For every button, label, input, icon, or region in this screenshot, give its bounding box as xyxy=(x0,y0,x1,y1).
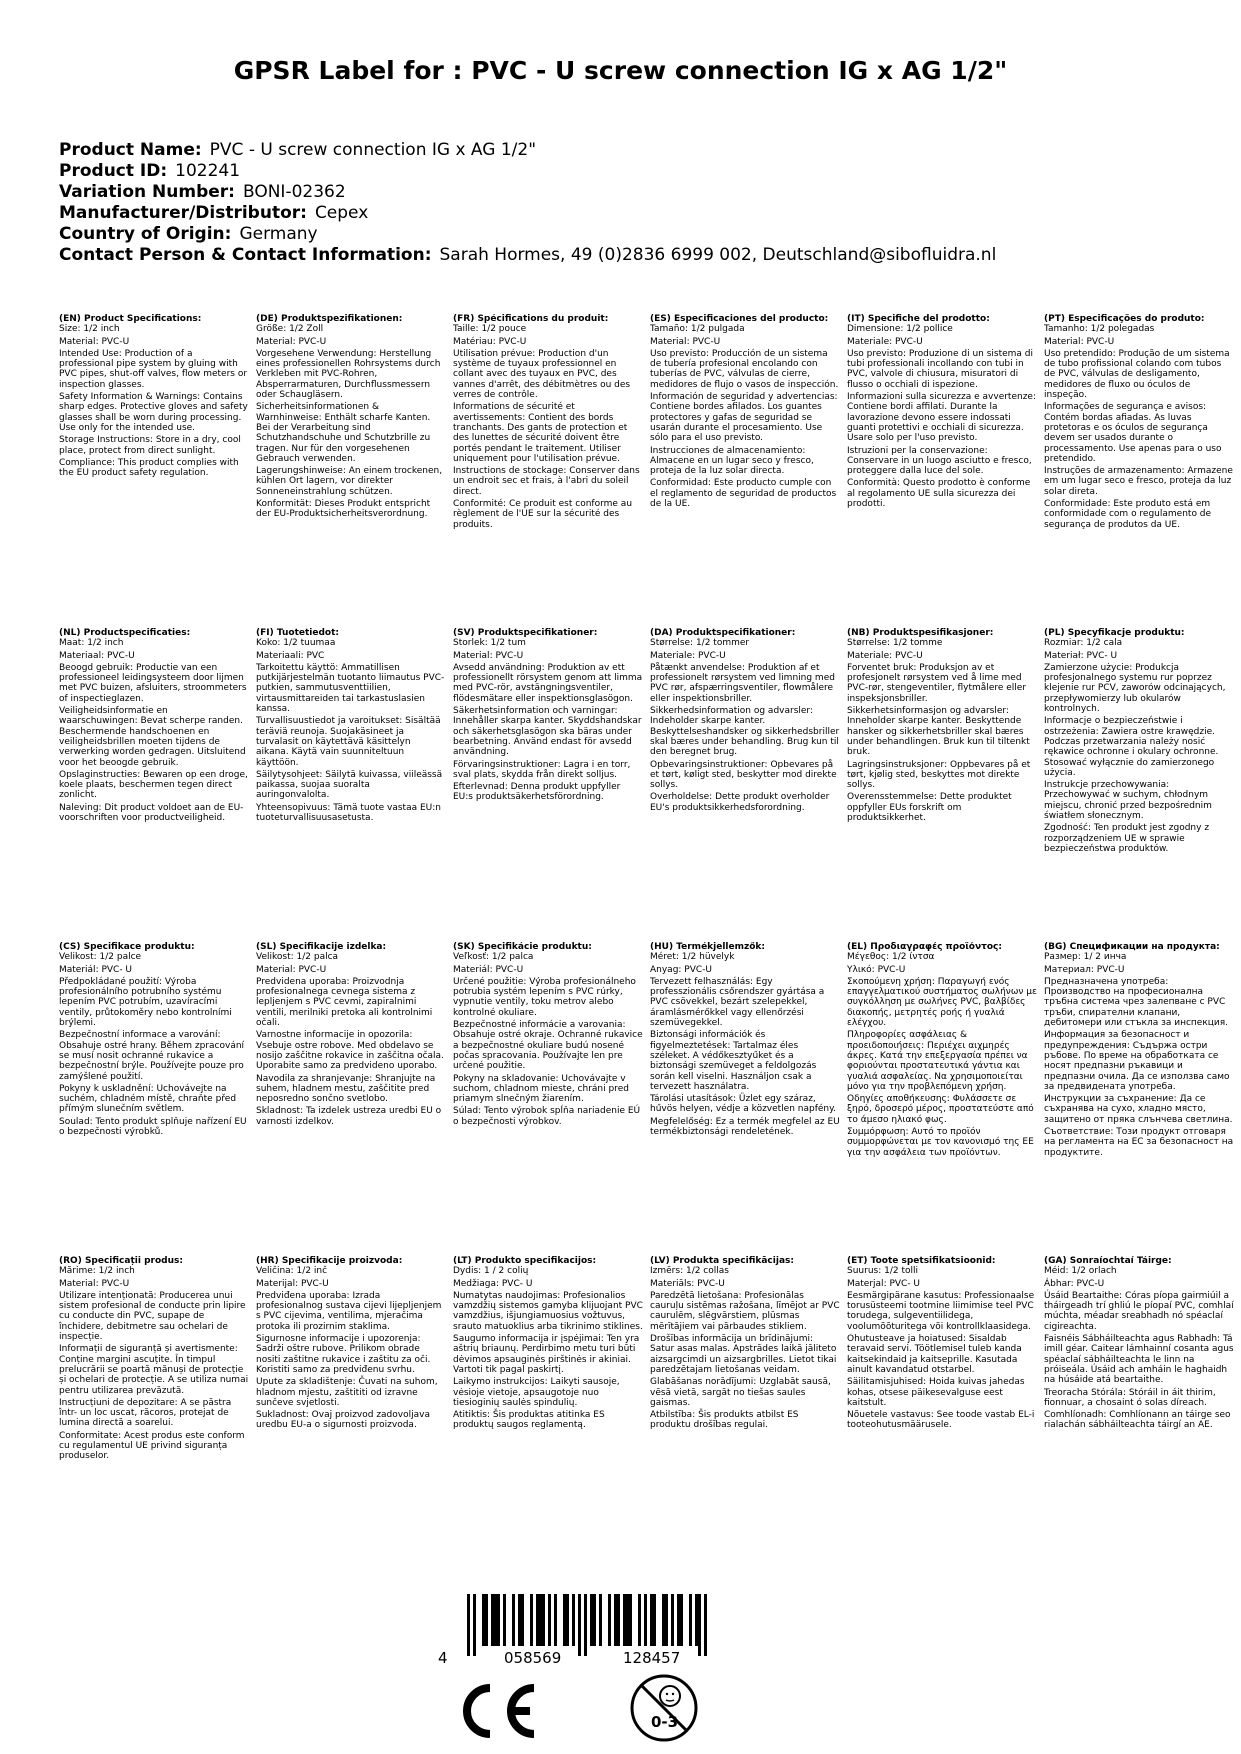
spec-paragraph: Méret: 1/2 hüvelyk xyxy=(650,952,735,963)
spec-paragraph: Informații de siguranță și avertismente: Conține margini ascuțite. În timpul prelucrării se poartă mănuși de protecție și ochelari de protecție. A se utiliza numai pentru utilizarea prevăzută. xyxy=(59,1344,249,1396)
spec-paragraph: Naleving: Dit product voldoet aan de EU-voorschriften voor productveiligheid. xyxy=(59,802,244,824)
spec-paragraph: Glabāšanas norādījumi: Uzglabāt sausā, vēsā vietā, sargāt no tiešas saules gaismas. xyxy=(650,1377,831,1408)
spec-paragraph: Conformité: Ce produit est conforme au règlement de l'UE sur la sécurité des produits. xyxy=(453,499,633,530)
spec-block xyxy=(59,942,249,1139)
spec-paragraph: Beoogd gebruik: Productie van een professioneel leidingsysteem door lijmen met PVC buizen, afsluiters, stroommeters of inspectieglazen. xyxy=(59,662,247,704)
spec-paragraph: Anyag: PVC-U xyxy=(650,964,713,975)
spec-paragraph: Materiaali: PVC xyxy=(256,650,325,661)
spec-heading: (PL) Specyfikacje produktu: xyxy=(1044,628,1185,638)
spec-paragraph: Säilytysohjeet: Säilytä kuivassa, viileässä paikassa, suojaa suoralta auringonvalolta. xyxy=(256,769,443,801)
spec-row xyxy=(59,628,1229,940)
spec-paragraph: Opbevaringsinstruktioner: Opbevares på et tørt, køligt sted, beskytter mod direkte sollys. xyxy=(650,759,837,791)
spec-paragraph: Soulad: Tento produkt splňuje nařízení EU o bezpečnosti výrobků. xyxy=(59,1116,247,1138)
barcode-bar xyxy=(497,1594,500,1646)
spec-paragraph: Laikymo instrukcijos: Laikyti sausoje, vėsioje vietoje, apsaugotoje nuo tiesioginių saulės spindulių. xyxy=(453,1377,620,1408)
spec-heading: (EL) Προδιαγραφές προϊόντος: xyxy=(847,942,1002,952)
spec-heading: (RO) Specificații produs: xyxy=(59,1256,183,1266)
barcode-bar xyxy=(494,1594,497,1646)
spec-paragraph: Tárolási utasítások: Üzlet egy száraz, hűvös helyen, védje a közvetlen napfény. xyxy=(650,1094,837,1115)
spec-paragraph: Pokyny k uskladnění: Uchovávejte na suchém, chladném místě, chraňte před přímým slunečním světlem. xyxy=(59,1083,237,1115)
spec-paragraph: Saugumo informacija ir įspėjimai: Ten yra aštrių briaunų. Perdirbimo metu turi būti dėvimos apsauginės pirštinės ir akiniai. Vartoti tik pagal paskirtį. xyxy=(453,1334,640,1375)
info-key: Variation Number: xyxy=(59,182,235,202)
spec-paragraph: Forventet bruk: Produksjon av et profesjonelt rørsystem ved å lime med PVC-rør, stengeventiler, flytmålere eller inspeksjonsbriller. xyxy=(847,662,1027,704)
spec-paragraph: Bezpečnostné informácie a varovania: Obsahuje ostré okraje. Ochranné rukavice a bezpečnostné okuliare budú nosené počas spracovania. Používajte len pre určené použitie. xyxy=(453,1020,643,1072)
spec-block xyxy=(256,1256,446,1433)
info-key: Product ID: xyxy=(59,161,168,181)
spec-paragraph: Påtænkt anvendelse: Produktion af et professionelt rørsystem ved limning med PVC rør, afspærringsventiler, flowmålere eller inspektionsbriller. xyxy=(650,662,835,704)
spec-paragraph: Instrucciones de almacenamiento: Almacene en un lugar seco y fresco, proteja de la luz solar directa. xyxy=(650,445,814,477)
info-product-id xyxy=(59,161,1199,182)
spec-paragraph: Conformidade: Este produto está em conformidade com o regulamento de segurança de produtos da UE. xyxy=(1044,499,1212,530)
spec-paragraph: Numatytas naudojimas: Profesionalios vamzdžių sistemos gamyba klijuojant PVC vamzdžius, išjungiamuosius vožtuvus, srauto matuoklius arba tikrinimo stiklines. xyxy=(453,1290,643,1332)
spec-paragraph: Instrucțiuni de depozitare: A se păstra într- un loc uscat, răcoros, protejat de lumina directă a soarelui. xyxy=(59,1397,232,1429)
spec-paragraph: Upute za skladištenje: Čuvati na suhom, hladnom mjestu, zaštititi od izravne sunčeve svjetlosti. xyxy=(256,1377,438,1408)
barcode-bar xyxy=(599,1594,602,1646)
spec-block xyxy=(59,1256,249,1464)
spec-paragraph: Informações de segurança e avisos: Contém bordas afiadas. As luvas protetoras e os óculos de segurança devem ser usados durante o processamento. Use apenas para o uso pretendido. xyxy=(1044,402,1222,464)
barcode-bar xyxy=(503,1594,506,1646)
info-country-of-origin xyxy=(59,224,1199,245)
spec-paragraph: Veľkosť: 1/2 palca xyxy=(453,952,534,963)
spec-paragraph: Turvallisuustiedot ja varoitukset: Sisältää teräviä reunoja. Suojakäsineet ja turvalasit on käytettävä käsittelyn aikana. Käytä vain suunniteltuun käyttöön. xyxy=(256,716,441,768)
spec-paragraph: Σκοπούμενη χρήση: Παραγωγή ενός επαγγελματικού συστήματος σωλήνων με συγκόλληση με σωλήνες PVC, βαλβίδες διακοπής, μετρητές ροής ή γυαλιά ελέγχου. xyxy=(847,976,1037,1029)
spec-paragraph: Materiale: PVC-U xyxy=(650,650,726,661)
spec-paragraph: Materjal: PVC- U xyxy=(847,1278,921,1289)
spec-paragraph: Materiale: PVC-U xyxy=(847,650,923,661)
barcode-bar xyxy=(578,1594,581,1656)
spec-block xyxy=(847,942,1037,1160)
spec-block xyxy=(256,942,446,1129)
barcode-bar xyxy=(704,1594,707,1656)
spec-paragraph: Sikkerhedsinformation og advarsler: Indeholder skarpe kanter. Beskyttelseshandsker og sikkerhedsbriller skal bæres under behandling. Brug kun til den beregnet brug. xyxy=(650,706,840,758)
info-key: Product Name: xyxy=(59,140,202,160)
product-info xyxy=(59,140,1199,266)
spec-paragraph: Informacje o bezpieczeństwie i ostrzeżenia: Zawiera ostre krawędzie. Podczas przetwarzania należy nosić rękawice ochronne i okulary ochronne. Stosować wyłącznie do zamierzonego użycia. xyxy=(1044,716,1219,778)
spec-paragraph: Material: PVC-U xyxy=(650,336,721,347)
spec-block xyxy=(453,1256,643,1433)
info-product-name xyxy=(59,140,1199,161)
spec-paragraph: Предназначена употреба: Производство на професионална тръбна система чрез залепване с PVC тръби, спирателни клапани, дебитомери или стъкла за инспекция. xyxy=(1044,976,1229,1029)
barcode-bar xyxy=(593,1594,596,1646)
spec-paragraph: Størrelse: 1/2 tomme xyxy=(847,638,943,649)
spec-paragraph: Instrukcje przechowywania: Przechowywać w suchym, chłodnym miejscu, chronić przed bezpośrednim światłem słonecznym. xyxy=(1044,780,1212,822)
spec-paragraph: Lagringsinstruksjoner: Oppbevares på et tørt, kjølig sted, beskyttes mot direkte sollys. xyxy=(847,759,1031,791)
spec-paragraph: Tamaño: 1/2 pulgada xyxy=(650,324,745,335)
info-variation-number xyxy=(59,182,1199,203)
info-contact xyxy=(59,245,1199,266)
barcode-bar xyxy=(572,1594,575,1646)
spec-paragraph: Размер: 1/ 2 инча xyxy=(1044,952,1127,963)
spec-paragraph: Conformidad: Este producto cumple con el reglamento de seguridad de productos de la UE. xyxy=(650,478,837,510)
barcode-bar xyxy=(539,1594,542,1646)
spec-paragraph: Navodila za shranjevanje: Shranjujte na suhem, hladnem mestu, zaščitite pred neposredno sončno svetlobo. xyxy=(256,1073,436,1105)
barcode-bar xyxy=(650,1594,653,1646)
spec-paragraph: Overholdelse: Dette produkt overholder EU's produktsikkerhedsforordning. xyxy=(650,792,830,813)
barcode-bar xyxy=(521,1594,524,1646)
spec-row xyxy=(59,1256,1234,1568)
info-value: Sarah Hormes, 49 (0)2836 6999 002, Deutschland@sibofluidra.nl xyxy=(439,245,997,265)
spec-grid xyxy=(59,314,1234,1568)
barcode xyxy=(438,1594,738,1670)
barcode-bar xyxy=(608,1594,611,1646)
spec-heading: (ET) Toote spetsifikatsioonid: xyxy=(847,1256,996,1266)
barcode-bar xyxy=(584,1594,587,1656)
spec-block xyxy=(59,314,249,480)
barcode-bar xyxy=(473,1594,476,1656)
barcode-bar xyxy=(491,1594,494,1646)
spec-paragraph: Eesmärgipärane kasutus: Professionaalse torusüsteemi tootmine liimimise teel PVC torudega, sulgeventiilidega, voolumõõturitega või kontrollklaasidega. xyxy=(847,1290,1035,1332)
spec-paragraph: Material: PVC-U xyxy=(256,964,327,975)
spec-paragraph: Efterlevnad: Denna produkt uppfyller EU:s produktsäkerhetsförordning. xyxy=(453,782,621,803)
spec-heading: (ES) Especificaciones del producto: xyxy=(650,314,829,324)
spec-paragraph: Úsáid Beartaithe: Córas píopa gairmiúil a tháirgeadh trí ghliú le píopaí PVC, comhlaí múchta, méadar sreabhadh nó spéaclaí cigireachta. xyxy=(1044,1290,1234,1332)
barcode-bar xyxy=(653,1594,656,1646)
spec-paragraph: Material: PVC-U xyxy=(59,1278,130,1289)
barcode-bar xyxy=(467,1594,470,1656)
barcode-bar xyxy=(671,1594,674,1646)
spec-paragraph: Säkerhetsinformation och varningar: Innehåller skarpa kanter. Skyddshandskar och säkerhetsglasögon ska bäras under bearbetning. Använd endast för avsedd användning. xyxy=(453,706,642,758)
spec-paragraph: Materiál: PVC- U xyxy=(59,964,133,975)
spec-paragraph: Bezpečnostní informace a varování: Obsahuje ostré hrany. Během zpracování se musí nosit ochranné rukavice a bezpečnostní brýle. Používejte pouze pro zamýšlené použití. xyxy=(59,1030,245,1082)
spec-paragraph: Conformitate: Acest produs este conform cu regulamentul UE privind siguranța produselor. xyxy=(59,1430,245,1462)
spec-paragraph: Predviđena uporaba: Izrada profesionalnog sustava cijevi lijepljenjem s PVC cijevima, ventilima, mjeračima protoka ili prozirnim staklima. xyxy=(256,1290,442,1332)
spec-paragraph: Material: PVC-U xyxy=(1044,336,1115,347)
info-manufacturer xyxy=(59,203,1199,224)
barcode-bar xyxy=(677,1594,680,1646)
spec-paragraph: Größe: 1/2 Zoll xyxy=(256,324,324,335)
barcode-bar xyxy=(638,1594,641,1646)
spec-heading: (FR) Spécifications du produit: xyxy=(453,314,609,324)
spec-paragraph: Safety Information & Warnings: Contains sharp edges. Protective gloves and safety glasses shall be worn during processing. Use only for the intended use. xyxy=(59,392,248,433)
spec-block xyxy=(1044,628,1234,856)
spec-heading: (LT) Produkto specifikacijos: xyxy=(453,1256,597,1266)
spec-paragraph: Förvaringsinstruktioner: Lagra i en torr, sval plats, skydda från direkt solljus. xyxy=(453,759,631,780)
barcode-bar xyxy=(626,1594,629,1646)
spec-heading: (NL) Productspecificaties: xyxy=(59,628,191,638)
spec-paragraph: Mărime: 1/2 inch xyxy=(59,1266,135,1277)
barcode-bar xyxy=(617,1594,620,1646)
spec-paragraph: Zamierzone użycie: Produkcja profesjonalnego systemu rur poprzez klejenie rur PCV, zaworów odcinających, przepływomierzy lub okularów kontrolnych. xyxy=(1044,662,1226,715)
barcode-left-digits: 058569 xyxy=(504,1649,562,1667)
spec-block xyxy=(453,314,643,532)
barcode-bar xyxy=(563,1594,566,1646)
spec-heading: (PT) Especificações do produto: xyxy=(1044,314,1205,324)
spec-paragraph: Sukladnost: Ovaj proizvod zadovoljava uredbu EU-a o sigurnosti proizvoda. xyxy=(256,1410,430,1431)
info-value: Cepex xyxy=(314,203,369,223)
barcode-bar xyxy=(548,1594,551,1646)
spec-paragraph: Información de seguridad y advertencias: Contiene bordes afilados. Los guantes protectores y gafas de seguridad se usarán durante el procesamiento. Use sólo para el uso previsto. xyxy=(650,392,838,444)
spec-paragraph: Izmērs: 1/2 collas xyxy=(650,1266,729,1277)
spec-paragraph: Storlek: 1/2 tum xyxy=(453,638,526,649)
spec-paragraph: Velikost: 1/2 palce xyxy=(59,952,142,963)
spec-paragraph: Taille: 1/2 pouce xyxy=(453,324,527,335)
spec-paragraph: Yhteensopivuus: Tämä tuote vastaa EU:n tuoteturvallisuusasetusta. xyxy=(256,802,441,824)
info-value: 102241 xyxy=(175,161,241,181)
spec-paragraph: Vorgesehene Verwendung: Herstellung eines professionellen Rohrsystems durch Verkleben mit PVC-Rohren, Absperrarmaturen, Durchflussmessern oder Schaugläsern. xyxy=(256,348,441,401)
spec-paragraph: Paredzētā lietošana: Profesionālas cauruļu sistēmas ražošana, līmējot ar PVC caurulēm, slēgvārstiem, plūsmas mērītājiem vai pārbaudes stikliem. xyxy=(650,1290,840,1332)
spec-paragraph: Uso previsto: Producción de un sistema de tubería profesional encolando con tuberías de PVC, válvulas de cierre, medidores de flujo o vasos de inspección. xyxy=(650,348,839,390)
info-value: Germany xyxy=(239,224,318,244)
spec-block xyxy=(847,1256,1037,1433)
spec-paragraph: Materiál: PVC-U xyxy=(453,964,524,975)
info-key: Country of Origin: xyxy=(59,224,232,244)
spec-paragraph: Pokyny na skladovanie: Uchovávajte v suchom, chladnom mieste, chráni pred priamym slnečným žiarením. xyxy=(453,1073,629,1105)
spec-row xyxy=(59,314,1233,626)
spec-heading: (DA) Produktspecifikationer: xyxy=(650,628,796,638)
spec-paragraph: Materiaal: PVC-U xyxy=(59,650,135,661)
spec-paragraph: Zgodność: Ten produkt jest zgodny z rozporządzeniem UE w sprawie bezpieczeństwa produktów. xyxy=(1044,823,1210,854)
spec-paragraph: Koko: 1/2 tuumaa xyxy=(256,638,336,649)
spec-heading: (GA) Sonraíochtaí Táirge: xyxy=(1044,1256,1172,1266)
spec-paragraph: Rozmiar: 1/2 cala xyxy=(1044,638,1123,649)
spec-row xyxy=(59,942,1234,1254)
spec-block xyxy=(256,314,446,522)
spec-paragraph: Πληροφορίες ασφάλειας & προειδοποιήσεις: Περιέχει αιχμηρές άκρες. Κατά την επεξεργασία πρέπει να φοριούνται προστατευτικά γάντια και γυαλιά ασφαλείας. Να χρησιμοποιείται μόνο για την προβλεπόμενη χρήση. xyxy=(847,1030,1028,1092)
spec-paragraph: Συμμόρφωση: Αυτό το προϊόν συμμορφώνεται με τον κανονισμό της ΕΕ για την ασφάλεια των προϊόντων. xyxy=(847,1127,1034,1158)
spec-paragraph: Velikost: 1/2 palca xyxy=(256,952,339,963)
ce-mark-icon xyxy=(452,1680,542,1742)
spec-paragraph: Ohutusteave ja hoiatused: Sisaldab teravaid servi. Töötlemisel tuleb kanda kaitsekindaid ja kaitseprille. Kasutada ainult kavandatud otstarbel. xyxy=(847,1334,1022,1375)
spec-heading: (HR) Specifikacije proizvoda: xyxy=(256,1256,403,1266)
spec-paragraph: Sicherheitsinformationen & Warnhinweise: Enthält scharfe Kanten. Bei der Verarbeitung sind Schutzhandschuhe und Schutzbrille zu tragen. Nur für den vorgesehenen Gebrauch verwenden. xyxy=(256,402,431,464)
spec-block xyxy=(650,1256,840,1433)
spec-paragraph: Veličina: 1/2 inč xyxy=(256,1266,328,1277)
spec-block xyxy=(1044,942,1234,1160)
spec-paragraph: Οδηγίες αποθήκευσης: Φυλάσσετε σε ξηρό, δροσερό μέρος, προστατεύστε από το άμεσο ηλιακό φως. xyxy=(847,1094,1034,1125)
spec-paragraph: Инструкции за съхранение: Да се съхранява на сухо, хладно място, защитено от пряка слънчева светлина. xyxy=(1044,1094,1233,1125)
spec-heading: (BG) Спецификации на продукта: xyxy=(1044,942,1220,952)
spec-paragraph: Méid: 1/2 orlach xyxy=(1044,1266,1117,1277)
spec-paragraph: Atbilstība: Šis produkts atbilst ES produktu drošības regulai. xyxy=(650,1410,799,1431)
barcode-bar xyxy=(665,1594,668,1646)
spec-block xyxy=(650,628,840,815)
spec-paragraph: Předpokládané použití: Výroba profesionálního potrubního systému lepením PVC potrubím, uzavíracími ventily, průtokoměry nebo kontrolními brýlemi. xyxy=(59,976,232,1029)
barcode-bar xyxy=(542,1594,545,1646)
spec-paragraph: Intended Use: Production of a professional pipe system by gluing with PVC pipes, shut-off valves, flow meters or inspection glasses. xyxy=(59,348,248,390)
spec-paragraph: Opslaginstructies: Bewaren op een droge, koele plaats, beschermen tegen direct zonlicht. xyxy=(59,769,248,801)
spec-paragraph: Treoracha Stórála: Stóráil in áit thirim, fionnuar, a chosaint ó solas díreach. xyxy=(1044,1387,1216,1408)
spec-block xyxy=(59,628,249,825)
spec-paragraph: Suurus: 1/2 tolli xyxy=(847,1266,918,1277)
spec-paragraph: Istruzioni per la conservazione: Conservare in un luogo asciutto e fresco, proteggere dalla luce del sole. xyxy=(847,445,1032,477)
spec-paragraph: Avsedd användning: Produktion av ett professionellt rörsystem genom att limma med PVC-rör, avstängningsventiler, flödesmätare eller inspektionsglasögon. xyxy=(453,662,643,704)
barcode-bar xyxy=(566,1594,569,1646)
barcode-bar xyxy=(623,1594,626,1646)
spec-paragraph: Materijal: PVC-U xyxy=(256,1278,329,1289)
spec-paragraph: Určené použitie: Výroba profesionálneho potrubia systém lepením s PVC rúrky, vypnutie ventily, toku metrov alebo kontrolné okuliare. xyxy=(453,976,636,1018)
spec-paragraph: Conformità: Questo prodotto è conforme al regolamento UE sulla sicurezza dei prodotti. xyxy=(847,478,1031,510)
info-value: BONI-02362 xyxy=(242,182,346,202)
spec-paragraph: Materiāls: PVC-U xyxy=(650,1278,725,1289)
spec-paragraph: Sigurnosne informacije i upozorenja: Sadrži oštre rubove. Prilikom obrade nositi zaštitne rukavice i zaštitu za oči. Koristiti samo za predviđenu svrhu. xyxy=(256,1334,431,1375)
spec-heading: (FI) Tuotetiedot: xyxy=(256,628,340,638)
spec-paragraph: Dimensione: 1/2 pollice xyxy=(847,324,953,335)
barcode-bar xyxy=(629,1594,632,1646)
spec-paragraph: Skladnost: Ta izdelek ustreza uredbi EU o varnosti izdelkov. xyxy=(256,1106,442,1127)
barcode-bar xyxy=(554,1594,557,1646)
spec-paragraph: Sikkerhetsinformasjon og advarsler: Inneholder skarpe kanter. Beskyttende hansker og sikkerhetsbriller skal bæres under behandlingen. Bruk kun til tiltenkt bruk. xyxy=(847,706,1030,758)
barcode-bar xyxy=(698,1594,701,1656)
barcode-bar xyxy=(485,1594,488,1646)
spec-paragraph: Utilisation prévue: Production d'un système de tuyaux professionnel en collant avec des tuyaux en PVC, des vannes d'arrêt, des débitmètres ou des verres de contrôle. xyxy=(453,348,631,401)
spec-paragraph: Drošības informācija un brīdinājumi: Satur asas malas. Apstrādes laikā jāliteto aizsargcimdi un aizsargbrilles. Lietot tikai paredzētajam lietošanas veidam. xyxy=(650,1334,837,1375)
spec-paragraph: Compliance: This product complies with the EU product safety regulation. xyxy=(59,457,239,479)
spec-paragraph: Tarkoitettu käyttö: Ammatillisen putkijärjestelmän tuotanto liimautus PVC-putkien, sammutusventtiilien, virtausmittareiden tai tarkastuslasien kanssa. xyxy=(256,662,445,715)
spec-block xyxy=(847,314,1037,511)
spec-paragraph: Overensstemmelse: Dette produktet oppfyller EUs forskrift om produktsikkerhet. xyxy=(847,792,1012,824)
spec-block xyxy=(1044,314,1234,532)
spec-heading: (DE) Produktspezifikationen: xyxy=(256,314,403,324)
info-key: Manufacturer/Distributor: xyxy=(59,203,307,223)
spec-paragraph: Съответствие: Този продукт отговаря на регламента на ЕС за безопасност на продуктите. xyxy=(1044,1127,1234,1158)
spec-paragraph: Uso previsto: Produzione di un sistema di tubi professionali incollando con tubi in PVC, valvole di chiusura, misuratori di flusso o occhiali di ispezione. xyxy=(847,348,1034,390)
spec-paragraph: Tervezett felhasználás: Egy professzionális csőrendszer gyártása a PVC csövekkel, bezárt szelepekkel, áramlásmérőkkel vagy ellenőrzési szemüvegekkel. xyxy=(650,976,825,1029)
spec-paragraph: Informazioni sulla sicurezza e avvertenze: Contiene bordi affilati. Durante la lavorazione devono essere indossati guanti protettivi e occhiali di sicurezza. Usare solo per l'uso previsto. xyxy=(847,392,1036,444)
barcode-bar xyxy=(590,1594,593,1646)
spec-paragraph: Uso pretendido: Produção de um sistema de tubo profissional colando com tubos de PVC, válvulas de desligamento, medidores de fluxo ou óculos de inspeção. xyxy=(1044,348,1230,401)
spec-paragraph: Информация за безопасност и предупреждения: Съдържа остри ръбове. По време на обработката се носят предпазни ръкавици и предпазни очила. Да се използва само за предвидената употреба. xyxy=(1044,1030,1230,1092)
spec-block xyxy=(256,628,446,825)
spec-paragraph: Matériau: PVC-U xyxy=(453,336,527,347)
spec-heading: (SV) Produktspecifikationer: xyxy=(453,628,598,638)
spec-paragraph: Konformität: Dieses Produkt entspricht der EU-Produktsicherheitsverordnung. xyxy=(256,499,431,520)
barcode-bar xyxy=(689,1594,692,1646)
spec-paragraph: Megfelelőség: Ez a termék megfelel az EU termékbiztonsági rendeletének. xyxy=(650,1116,840,1138)
spec-paragraph: Lagerungshinweise: An einem trockenen, kühlen Ort lagern, vor direkter Sonneneinstrahlung schützen. xyxy=(256,466,443,497)
not-for-children-0-3-icon xyxy=(628,1672,700,1744)
spec-paragraph: Μέγεθος: 1/2 ίντσα xyxy=(847,952,935,963)
spec-paragraph: Medžiaga: PVC- U xyxy=(453,1278,533,1289)
spec-paragraph: Biztonsági információk és figyelmeztetések: Tartalmaz éles széleket. A védőkesztyűket és a biztonsági szemüveget a feldolgozás során kell viselni. Használjon csak a tervezett használatra. xyxy=(650,1030,817,1092)
spec-paragraph: Súlad: Tento výrobok spĺňa nariadenie EÚ o bezpečnosti výrobkov. xyxy=(453,1106,641,1127)
spec-paragraph: Maat: 1/2 inch xyxy=(59,638,124,649)
spec-heading: (IT) Specifiche del prodotto: xyxy=(847,314,990,324)
info-key: Contact Person & Contact Information: xyxy=(59,245,432,265)
spec-paragraph: Υλικό: PVC-U xyxy=(847,964,906,975)
spec-paragraph: Материал: PVC-U xyxy=(1044,964,1125,975)
barcode-bar xyxy=(695,1594,698,1646)
barcode-bar xyxy=(512,1594,515,1646)
spec-heading: (LV) Produkta specifikācijas: xyxy=(650,1256,794,1266)
barcode-bar xyxy=(518,1594,521,1646)
barcode-right-digits: 128457 xyxy=(623,1649,681,1667)
age-label: 0-3 xyxy=(651,1713,679,1731)
barcode-bar xyxy=(662,1594,665,1646)
spec-paragraph: Material: PVC-U xyxy=(453,650,524,661)
spec-paragraph: Säilitamisjuhised: Hoida kuivas jahedas kohas, otsese päikesevalguse eest kaitstult. xyxy=(847,1377,1025,1408)
barcode-bar xyxy=(530,1594,533,1646)
spec-paragraph: Informations de sécurité et avertissements: Contient des bords tranchants. Des gants de protection et des lunettes de sécurité doivent être portés pendant le traitement. Utiliser uniquement pour l'utilisation prévue. xyxy=(453,402,628,464)
spec-heading: (SL) Specifikacije izdelka: xyxy=(256,942,387,952)
spec-paragraph: Varnostne informacije in opozorila: Vsebuje ostre robove. Med obdelavo se nosijo zaščitne rokavice in zaščitna očala. Uporabite samo za predvideno uporabo. xyxy=(256,1030,444,1072)
barcode-bar xyxy=(644,1594,647,1646)
spec-heading: (SK) Špecifikácie produktu: xyxy=(453,942,592,952)
page-title: GPSR Label for : PVC - U screw connection IG x AG 1/2" xyxy=(233,56,1008,85)
barcode-bar xyxy=(614,1594,617,1646)
spec-block xyxy=(650,942,840,1139)
barcode-bar xyxy=(536,1594,539,1646)
spec-block xyxy=(847,628,1037,825)
spec-paragraph: Tamanho: 1/2 polegadas xyxy=(1044,324,1155,335)
spec-block xyxy=(453,628,643,805)
spec-paragraph: Faisnéis Sábháilteachta agus Rabhadh: Tá imill géar. Caitear lámhainní cosanta agus spéaclaí sábháilteachta le linn na próiseála. Úsáid ach amháin le haghaidh na húsáide atá beartaithe. xyxy=(1044,1334,1234,1386)
spec-paragraph: Atitiktis: Šis produktas atitinka ES produktų saugos reglamentą. xyxy=(453,1410,605,1431)
barcode-lead-digit: 4 xyxy=(438,1649,448,1667)
spec-heading: (NB) Produktspesifikasjoner: xyxy=(847,628,994,638)
spec-paragraph: Material: PVC-U xyxy=(256,336,327,347)
spec-paragraph: Utilizare intenționată: Producerea unui sistem profesional de conducte prin lipire cu conducte din PVC, supape de închidere, debitmetre sau ochelari de inspecție. xyxy=(59,1290,246,1343)
spec-heading: (CS) Specifikace produktu: xyxy=(59,942,195,952)
barcode-bar xyxy=(482,1594,485,1646)
spec-paragraph: Material: PVC-U xyxy=(59,336,130,347)
spec-paragraph: Materiale: PVC-U xyxy=(847,336,923,347)
spec-heading: (EN) Product Specifications: xyxy=(59,314,202,324)
spec-paragraph: Size: 1/2 inch xyxy=(59,324,120,335)
spec-paragraph: Comhlíonadh: Comhlíonann an táirge seo rialachán sábháilteachta táirgí an AE. xyxy=(1044,1410,1231,1431)
info-value: PVC - U screw connection IG x AG 1/2" xyxy=(209,140,537,160)
barcode-bar xyxy=(680,1594,683,1646)
spec-heading: (HU) Termékjellemzők: xyxy=(650,942,766,952)
spec-paragraph: Instructions de stockage: Conserver dans un endroit sec et frais, à l'abri du soleil direct. xyxy=(453,466,640,497)
spec-paragraph: Størrelse: 1/2 tommer xyxy=(650,638,750,649)
spec-paragraph: Predvidena uporaba: Proizvodnja profesionalnega cevnega sistema z lepljenjem s PVC cevmi, zapiralnimi ventili, merilniki pretoka ali kontrolnimi očali. xyxy=(256,976,433,1029)
spec-block xyxy=(453,942,643,1129)
spec-paragraph: Storage Instructions: Store in a dry, cool place, protect from direct sunlight. xyxy=(59,435,241,456)
spec-block xyxy=(1044,1256,1234,1433)
spec-paragraph: Dydis: 1 / 2 colių xyxy=(453,1266,529,1277)
spec-paragraph: Ábhar: PVC-U xyxy=(1044,1278,1105,1289)
spec-paragraph: Instruções de armazenamento: Armazene em um lugar seco e fresco, proteja da luz solar direta. xyxy=(1044,466,1233,497)
spec-paragraph: Veiligheidsinformatie en waarschuwingen: Bevat scherpe randen. Beschermende handschoenen en veiligheidsbrillen moeten tijdens de verwerking worden gedragen. Uitsluitend voor het beoogde gebruik. xyxy=(59,706,246,768)
spec-paragraph: Materiał: PVC- U xyxy=(1044,650,1118,661)
spec-block xyxy=(650,314,840,511)
spec-paragraph: Nõuetele vastavus: See toode vastab EL-i tooteohutusmäärusele. xyxy=(847,1410,1035,1431)
